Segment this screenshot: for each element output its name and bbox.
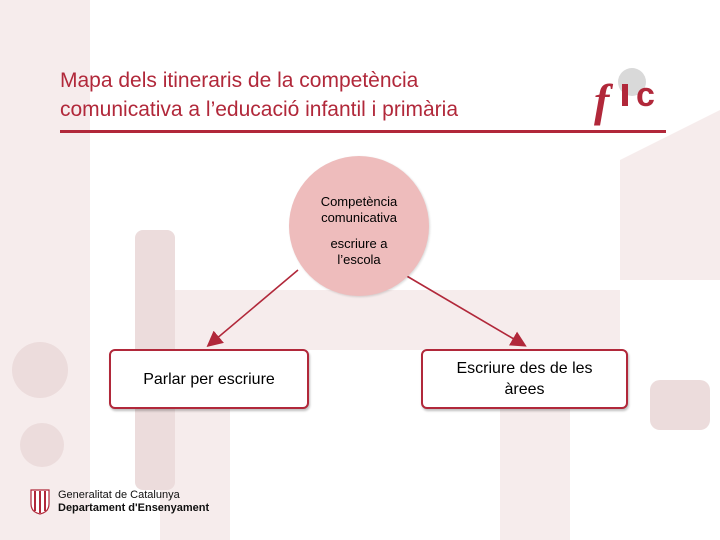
right-node-box [421, 349, 628, 409]
left-node-box [109, 349, 309, 409]
center-node-title [290, 194, 428, 226]
center-line-3: escriure a [330, 236, 388, 251]
right-node-label-line-2: àrees [504, 381, 545, 398]
center-line-4: l’escola [337, 252, 381, 267]
title-line-1: Mapa dels itineraris de la competència [60, 69, 419, 92]
left-node-label: Parlar per escriure [143, 370, 275, 388]
footer-line-2: Departament d'Ensenyament [58, 502, 210, 514]
footer-organization [58, 489, 209, 515]
svg-text:f: f [594, 75, 610, 126]
arrow-to-right-box [405, 275, 524, 345]
title-line-2: comunicativa a l’educació infantil i primària [60, 98, 459, 121]
center-node-subtitle [290, 236, 428, 268]
center-line-2: comunicativa [321, 210, 397, 225]
arrow-to-left-box [209, 270, 298, 345]
center-line-1: Competència [320, 194, 398, 209]
footer-line-1: Generalitat de Catalunya [58, 489, 180, 501]
catalan-flag-icon [30, 489, 50, 515]
right-node-label-line-1: Escriure des de les [456, 360, 593, 377]
svg-text:c: c [636, 76, 655, 114]
center-node [289, 156, 429, 296]
